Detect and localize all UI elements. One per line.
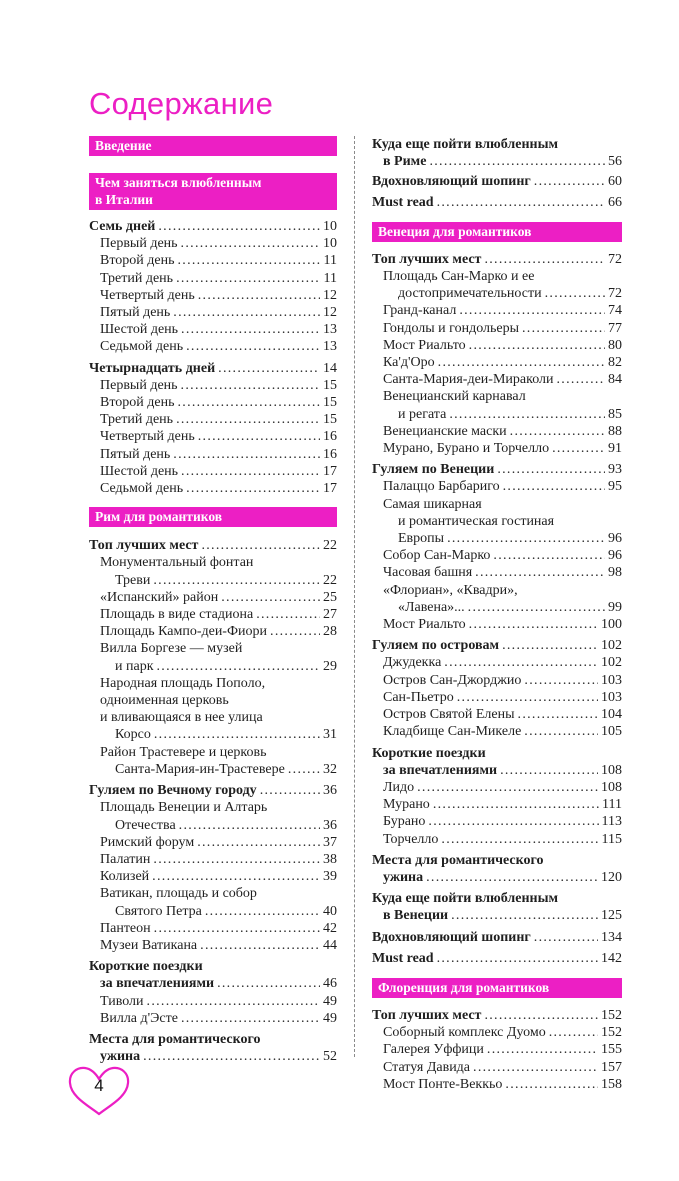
toc-entry[interactable] [89,428,337,445]
entry-page: 56 [608,154,622,170]
toc-entry[interactable] [89,851,337,868]
entry-title: достопримечательности [398,286,542,302]
entry-title: Музеи Ватикана [100,937,198,953]
entry-title: Мост Риальто [383,617,466,633]
entry-title: Санта-Мария-деи-Мираколи [383,372,554,388]
toc-entry[interactable] [89,937,337,954]
entry-title-line: Вилла Боргезе — музей [100,641,243,657]
toc-entry[interactable] [89,1048,337,1065]
entry-page: 93 [608,462,622,478]
toc-entry[interactable] [89,446,337,463]
entry-title-line: Ватикан, площадь и собор [100,886,257,902]
entry-title: Треви [115,572,151,588]
entry-title: Венецианские маски [383,423,507,439]
entry-page: 28 [323,624,337,640]
toc-entry[interactable] [89,463,337,480]
entry-title: «Лавена»... [398,599,465,615]
entry-page: 15 [323,377,337,393]
toc-entry[interactable] [372,371,622,388]
entry-page: 108 [601,762,622,778]
entry-page: 102 [601,638,622,654]
toc-entry[interactable] [372,251,622,268]
toc-entry[interactable] [372,440,622,457]
toc-entry[interactable] [372,285,622,302]
entry-page: 60 [608,174,622,190]
entry-page: 12 [323,287,337,303]
entry-page: 72 [608,286,622,302]
entry-title: Часовая башня [383,565,473,581]
entry-title: Четвертый день [100,429,195,445]
toc-entry[interactable] [372,354,622,371]
entry-page: 77 [608,320,622,336]
entry-title: Мост Понте-Веккьо [383,1076,503,1092]
section-header-line: в Италии [95,192,153,207]
entry-title: Топ лучших мест [89,538,199,554]
entry-title: Must read [372,194,434,210]
entry-page: 13 [323,322,337,338]
toc-entry[interactable] [89,338,337,355]
section-header-venice[interactable]: Венеция для романтиков [372,222,622,242]
toc-entry[interactable] [372,302,622,319]
section-header-rome[interactable]: Рим для романтиков [89,507,337,527]
entry-page: 22 [323,538,337,554]
entry-title: Третий день [100,270,174,286]
toc-entry[interactable] [372,706,622,723]
toc-entry[interactable] [89,782,337,799]
toc-entry[interactable] [89,572,337,589]
toc-entry[interactable] [372,616,622,633]
entry-title: за впечатлениями [100,976,215,992]
entry-title: Бурано [383,814,426,830]
toc-entry[interactable] [89,903,337,920]
entry-page: 16 [323,429,337,445]
entry-title: Must read [372,950,434,966]
toc-entry[interactable] [372,796,622,813]
toc-entry[interactable] [89,537,337,554]
entry-page: 104 [601,707,622,723]
toc-entry[interactable] [89,817,337,834]
entry-title: Четырнадцать дней [89,360,216,376]
toc-entry[interactable] [372,461,622,478]
entry-title: Европы [398,531,445,547]
toc-entry[interactable] [372,1024,622,1041]
toc-entry[interactable] [372,779,622,796]
entry-title: Четвертый день [100,287,195,303]
entry-page: 22 [323,572,337,588]
entry-page: 32 [323,761,337,777]
entry-title: Отечества [115,817,176,833]
entry-page: 39 [323,869,337,885]
entry-page: 31 [323,727,337,743]
entry-page: 12 [323,305,337,321]
entry-title: в Риме [383,154,427,170]
entry-title: Топ лучших мест [372,251,482,267]
toc-entry[interactable] [372,564,622,581]
entry-title-line: Места для романтического [372,852,544,868]
entry-page: 46 [323,976,337,992]
entry-page: 37 [323,834,337,850]
toc-entry[interactable] [89,761,337,778]
toc-entry[interactable] [372,1007,622,1024]
entry-page: 120 [601,869,622,885]
entry-page: 11 [323,270,337,286]
entry-page: 152 [601,1025,622,1041]
entry-title: Первый день [100,236,178,252]
entry-page: 134 [601,929,622,945]
entry-page: 10 [323,219,337,234]
entry-title-line: Самая шикарная [383,496,482,512]
entry-page: 91 [608,441,622,457]
entry-page: 88 [608,423,622,439]
entry-title: Пятый день [100,446,171,462]
toc-entry[interactable] [372,869,622,886]
toc-entry[interactable] [89,252,337,269]
entry-title: и регата [398,406,447,422]
toc-entry[interactable] [372,762,622,779]
entry-title: в Венеции [383,908,449,924]
section-header-italy[interactable] [89,173,337,210]
toc-entry[interactable] [89,868,337,885]
toc-entry[interactable] [372,530,622,547]
entry-title: Второй день [100,253,175,269]
toc-entry[interactable] [89,726,337,743]
entry-page: 111 [602,797,622,813]
entry-page: 158 [601,1076,622,1092]
toc-entry[interactable] [372,320,622,337]
entry-page: 95 [608,479,622,495]
entry-title: Торчелло [383,831,439,847]
column-divider [354,136,355,1057]
entry-title: Ка'д'Оро [383,355,435,371]
entry-title-line: Монументальный фонтан [100,555,254,571]
toc-entry[interactable] [372,654,622,671]
entry-title: Статуя Давида [383,1059,471,1075]
entry-title-line: Короткие поездки [89,959,203,975]
toc-entry[interactable] [372,831,622,848]
toc-entry[interactable] [89,834,337,851]
entry-title: Гранд-канал [383,303,457,319]
entry-page: 152 [601,1007,622,1023]
toc-entry[interactable] [372,547,622,564]
entry-title: Мост Риальто [383,337,466,353]
entry-title: Сан-Пьетро [383,689,454,705]
toc-entry[interactable] [89,623,337,640]
toc-entry[interactable] [372,153,622,170]
entry-title: Площадь в виде стадиона [100,607,254,623]
entry-page: 36 [323,817,337,833]
section-header-line: Чем заняться влюбленным [95,175,262,190]
toc-entry[interactable] [372,337,622,354]
entry-title: Седьмой день [100,481,184,497]
entry-title: Палаццо Барбариго [383,479,500,495]
page-title: Содержание [89,86,274,121]
entry-page: 14 [323,360,337,376]
toc-entry[interactable] [89,321,337,338]
entry-title-line: Короткие поездки [372,745,486,761]
entry-page: 85 [608,406,622,422]
entry-title-line: и вливающаяся в нее улица [100,710,263,726]
toc-entry[interactable] [372,423,622,440]
entry-title: Седьмой день [100,339,184,355]
entry-title-line: Куда еще пойти влюбленным [372,137,559,152]
entry-title-line: и романтическая гостиная [398,513,555,529]
entry-page: 108 [601,779,622,795]
entry-title-line: Народная площадь Пополо, [100,675,266,691]
toc-entry[interactable] [372,1076,622,1093]
entry-title: Топ лучших мест [372,1007,482,1023]
entry-page: 49 [323,1010,337,1026]
entry-title: Мурано [383,797,430,813]
toc-entry[interactable] [89,658,337,675]
entry-page: 52 [323,1049,337,1065]
entry-title: Колизей [100,869,150,885]
entry-title: Гондолы и гондольеры [383,320,519,336]
toc-entry[interactable] [89,377,337,394]
entry-page: 100 [601,617,622,633]
entry-title: Собор Сан-Марко [383,548,491,564]
entry-title: Пятый день [100,305,171,321]
entry-page: 105 [601,724,622,740]
entry-title: Третий день [100,412,174,428]
entry-title: Гуляем по Венеции [372,462,495,478]
entry-page: 74 [608,303,622,319]
entry-page: 66 [608,194,622,210]
entry-page: 99 [608,599,622,615]
toc-entry[interactable] [372,907,622,924]
entry-page: 16 [323,446,337,462]
entry-page: 10 [323,236,337,252]
toc-entry[interactable] [372,1041,622,1058]
entry-page: 49 [323,993,337,1009]
entry-title-line: Площадь Сан-Марко и ее [383,269,535,285]
entry-title: Санта-Мария-ин-Трастевере [115,761,285,777]
entry-title: Галерея Уффици [383,1042,484,1058]
entry-title: «Испанский» район [100,589,219,605]
toc-entry[interactable] [372,599,622,616]
entry-title: Лидо [383,779,415,795]
toc-entry[interactable] [89,270,337,287]
toc-entry[interactable] [89,589,337,606]
entry-title-line: Куда еще пойти влюбленным [372,891,559,907]
entry-title: Шестой день [100,322,179,338]
toc-entry[interactable] [89,411,337,428]
entry-title: Святого Петра [115,903,202,919]
toc-entry[interactable] [372,689,622,706]
entry-title: Пантеон [100,920,151,936]
entry-page: 13 [323,339,337,355]
entry-page: 96 [608,531,622,547]
entry-page: 27 [323,607,337,623]
toc-entry[interactable] [89,480,337,497]
toc-left-column [89,136,337,1065]
entry-page: 157 [601,1059,622,1075]
toc-entry[interactable] [372,723,622,740]
entry-title: Палатин [100,851,151,867]
entry-title: Соборный комплекс Дуомо [383,1025,546,1041]
entry-page: 42 [323,920,337,936]
toc-entry[interactable] [372,813,622,830]
entry-title: ужина [100,1049,141,1065]
entry-title: Площадь Кампо-деи-Фиори [100,624,268,640]
entry-title: Мурано, Бурано и Торчелло [383,441,550,457]
toc-entry[interactable] [372,173,622,190]
entry-title: Гуляем по островам [372,638,500,654]
toc-entry[interactable] [372,406,622,423]
entry-page: 98 [608,565,622,581]
entry-title-line: Места для романтического [89,1031,261,1047]
entry-page: 84 [608,372,622,388]
page-number: 4 [94,1076,104,1095]
entry-page: 17 [323,463,337,479]
toc-entry[interactable] [372,950,622,967]
entry-page: 142 [601,950,622,966]
entry-title: Тиволи [100,993,144,1009]
toc-entry[interactable] [372,478,622,495]
entry-title: Римский форум [100,834,195,850]
entry-page: 15 [323,395,337,411]
toc-right-column [372,136,622,1093]
toc-entry[interactable] [89,218,337,235]
entry-title: Остров Сан-Джорджио [383,672,522,688]
toc-entry[interactable] [89,606,337,623]
toc-entry[interactable] [89,975,337,992]
toc-entry[interactable] [89,235,337,252]
section-header-florence[interactable]: Флоренция для романтиков [372,978,622,998]
entry-title: Вдохновляющий шопинг [372,929,531,945]
entry-title: Вдохновляющий шопинг [372,174,531,190]
entry-page: 17 [323,481,337,497]
section-header-intro[interactable]: Введение [89,136,337,156]
entry-title: Остров Святой Елены [383,707,515,723]
entry-title: и парк [115,658,154,674]
entry-title-line: Венецианский карнавал [383,389,526,405]
toc-entry[interactable] [89,287,337,304]
toc-entry[interactable] [89,920,337,937]
entry-title-line: Район Трастевере и церковь [100,744,267,760]
entry-page: 102 [601,655,622,671]
toc-entry[interactable] [372,1059,622,1076]
entry-title-line: «Флориан», «Квадри», [383,582,518,598]
entry-title: ужина [383,869,424,885]
toc-entry[interactable] [372,672,622,689]
entry-title: Джудекка [383,655,442,671]
toc-entry[interactable] [89,360,337,377]
toc-entry[interactable] [89,1010,337,1027]
entry-page: 80 [608,337,622,353]
entry-title: Первый день [100,377,178,393]
entry-page: 36 [323,783,337,799]
entry-title: Кладбище Сан-Микеле [383,724,522,740]
toc-entry[interactable] [89,993,337,1010]
entry-page: 155 [601,1042,622,1058]
entry-title: Корсо [115,727,151,743]
entry-page: 125 [601,908,622,924]
entry-page: 15 [323,412,337,428]
entry-page: 11 [323,253,337,269]
entry-page: 103 [601,689,622,705]
entry-title: Вилла д'Эсте [100,1010,178,1026]
entry-title: Семь дней [89,219,156,234]
entry-page: 38 [323,851,337,867]
entry-title-line: Площадь Венеции и Алтарь [100,800,268,816]
entry-page: 44 [323,937,337,953]
entry-page: 72 [608,251,622,267]
entry-page: 113 [601,814,622,830]
entry-page: 103 [601,672,622,688]
entry-page: 96 [608,548,622,564]
entry-title: за впечатлениями [383,762,498,778]
toc-entry[interactable] [372,637,622,654]
entry-page: 115 [601,831,622,847]
toc-entry[interactable] [89,304,337,321]
toc-entry[interactable] [89,394,337,411]
toc-entry[interactable] [372,929,622,946]
entry-title-line: одноименная церковь [100,693,229,709]
entry-title: Второй день [100,395,175,411]
entry-page: 29 [323,658,337,674]
entry-page: 40 [323,903,337,919]
entry-title: Гуляем по Вечному городу [89,783,257,799]
entry-page: 82 [608,355,622,371]
entry-title: Шестой день [100,463,179,479]
entry-page: 25 [323,589,337,605]
toc-entry[interactable] [372,194,622,211]
